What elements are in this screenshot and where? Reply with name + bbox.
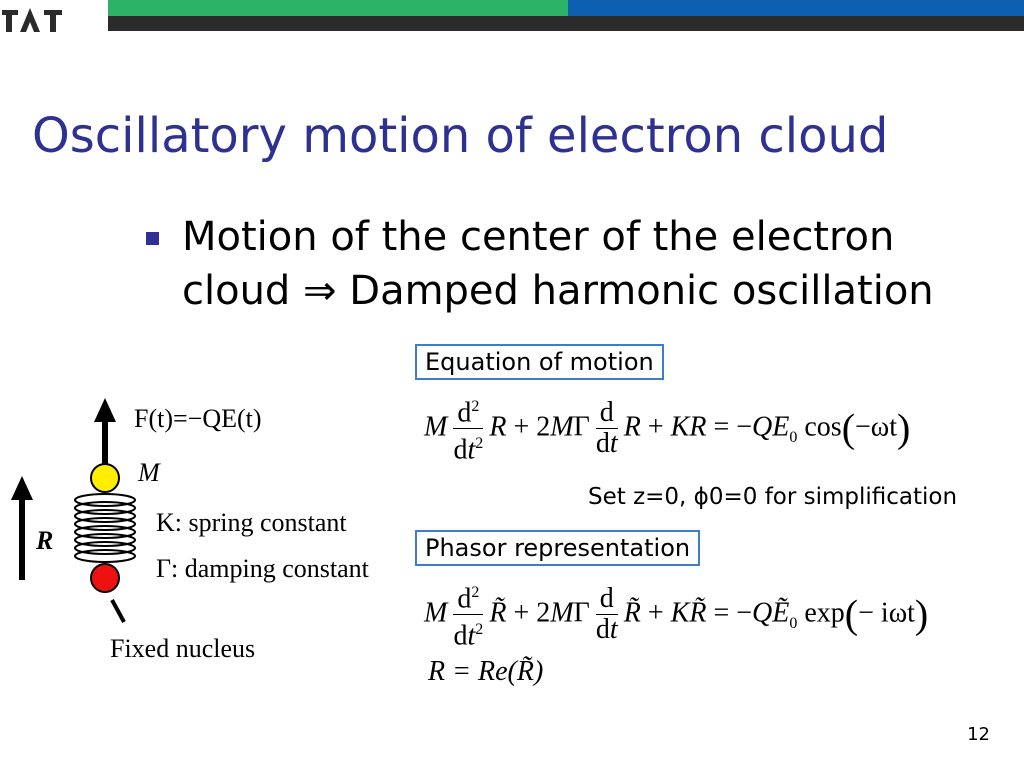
header-bar-dark [108,16,1024,31]
displacement-label: R [36,526,54,555]
bullet-line-1: Motion of the center of the electron [182,214,895,260]
nucleus-circle [91,564,119,592]
phasor-representation-box: Phasor representation [415,530,700,566]
page-number: 12 [967,724,990,745]
eq1-argument: −ωt [855,411,898,443]
force-arrow-head [94,398,116,422]
header-bar-blue [568,0,1024,16]
bullet-text [182,210,934,318]
bullet-square-icon [146,232,159,245]
mass-label: M [138,458,160,487]
tat-logo [0,0,108,32]
equation-of-motion: M $\frac{d^2}{dt^2}$ R + 2MΓ $\frac{d}{dt}$ R + KR = $-QE_0$ cos(−ωt) [424,392,910,466]
mass-circle [91,464,119,492]
displacement-arrow-head [11,476,33,500]
spring-coils [75,494,135,562]
equation-of-motion-box: Equation of motion [415,344,664,380]
real-part-equation: R = Re(R̃) [428,656,544,687]
simplification-note: Set z=0, ϕ0=0 for simplification [588,484,958,510]
bullet-line-2: cloud ⇒ Damped harmonic oscillation [182,268,934,314]
eq2-argument: − iωt [858,597,915,629]
phasor-equation: M $\frac{d^2}{dt^2}$ R̃ + 2MΓ $\frac{d}{dt}$ R̃ + KR̃ = −QẼ$_0$ exp(− iωt) [424,578,928,652]
nucleus-pointer-line [112,600,124,622]
damping-label: Γ: damping constant [156,554,369,583]
header-bar-green [108,0,568,16]
spring-label: K: spring constant [156,508,347,537]
force-label: F(t)=−QE(t) [134,404,262,433]
nucleus-label: Fixed nucleus [110,634,256,663]
slide-title: Oscillatory motion of electron cloud [32,108,889,164]
